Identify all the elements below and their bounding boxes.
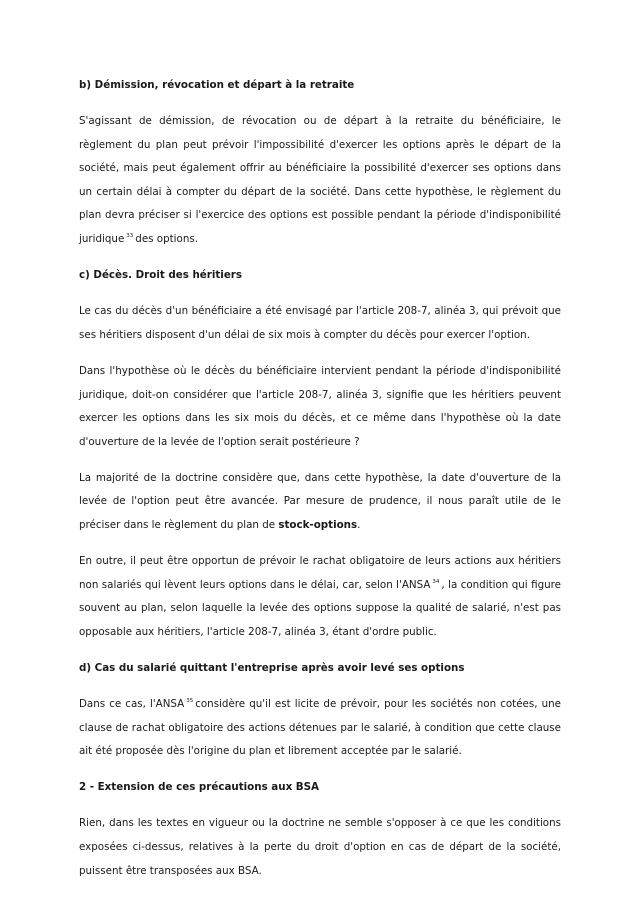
bold-term-stock-options: stock-options (278, 519, 358, 531)
paragraph-c-1: Le cas du décès d'un bénéficiaire a été envisagé par l'article 208-7, alinéa 3, qui prévoit que ses héritiers disposent d'un délai de six mois à compter du décès pour exercer l'option. (79, 305, 561, 341)
paragraph-text: S'agissant de démission, de révocation ou de départ à la retraite du bénéficiaire, le règlement du plan peut prévoir l'impossibilité d'exercer les options après le départ de la société, mais peut également offrir au bénéficiaire la possibilité d'exercer ses options dans un certain délai à compter du départ de la société. Dans cette hypothèse, le règlement du plan devra préciser si l'exercice des options est possible pendant la période d'indisponibilité juridique (79, 115, 561, 246)
section-heading-2: 2 - Extension de ces précautions aux BSA (79, 781, 320, 794)
paragraph-text: des options. (135, 233, 198, 246)
paragraph-c-3 (79, 467, 561, 538)
paragraph-text: . (357, 519, 361, 531)
footnote-ref-34[interactable]: 34 (432, 578, 440, 585)
paragraph-text: , la condition qui figure souvent au plan, selon laquelle la levée des options suppose la qualité de salarié, n'est pas opposable aux héritiers, l'article 208-7, alinéa 3, étant d'ordre public. (79, 578, 561, 638)
footnote-ref-35[interactable]: 35 (186, 698, 194, 705)
paragraph-d-1 (79, 693, 561, 764)
paragraph-text: considère qu'il est licite de prévoir, pour les sociétés non cotées, une clause de rachat obligatoire des actions détenues par le salarié, à condition que cette clause ait été proposée dès l'origine du plan et librement acceptée par le salarié. (79, 698, 561, 758)
document-page (79, 74, 561, 896)
section-heading-c: c) Décès. Droit des héritiers (79, 269, 243, 282)
section-heading-d: d) Cas du salarié quittant l'entreprise après avoir levé ses options (79, 661, 465, 674)
paragraph-c-4 (79, 550, 561, 644)
paragraph-text: La majorité de la doctrine considère que, dans cette hypothèse, la date d'ouverture de la levée de l'option peut être avancée. Par mesure de prudence, il nous paraît utile de le préciser dans le règlement du plan de (79, 471, 561, 531)
paragraph-2-1: Rien, dans les textes en vigueur ou la doctrine ne semble s'opposer à ce que les conditions exposées ci-dessus, relatives à la perte du droit d'option en cas de départ de la société, puissent être transposées aux BSA. (79, 817, 561, 877)
footnote-ref-33[interactable]: 33 (126, 233, 134, 240)
paragraph-b-1 (79, 110, 561, 252)
paragraph-c-2: Dans l'hypothèse où le décès du bénéficiaire intervient pendant la période d'indisponibilité juridique, doit-on considérer que l'article 208-7, alinéa 3, signifie que les héritiers peuvent exercer les options dans les six mois du décès, et ce même dans l'hypothèse où la date d'ouverture de la levée de l'option serait postérieure ? (79, 364, 561, 448)
section-heading-b: b) Démission, révocation et départ à la retraite (79, 79, 355, 91)
paragraph-text: Dans ce cas, l'ANSA (79, 698, 185, 711)
paragraph-text: En outre, il peut être opportun de prévoir le rachat obligatoire de leurs actions aux héritiers non salariés qui lèvent leurs options dans le délai, car, selon l'ANSA (79, 555, 561, 591)
